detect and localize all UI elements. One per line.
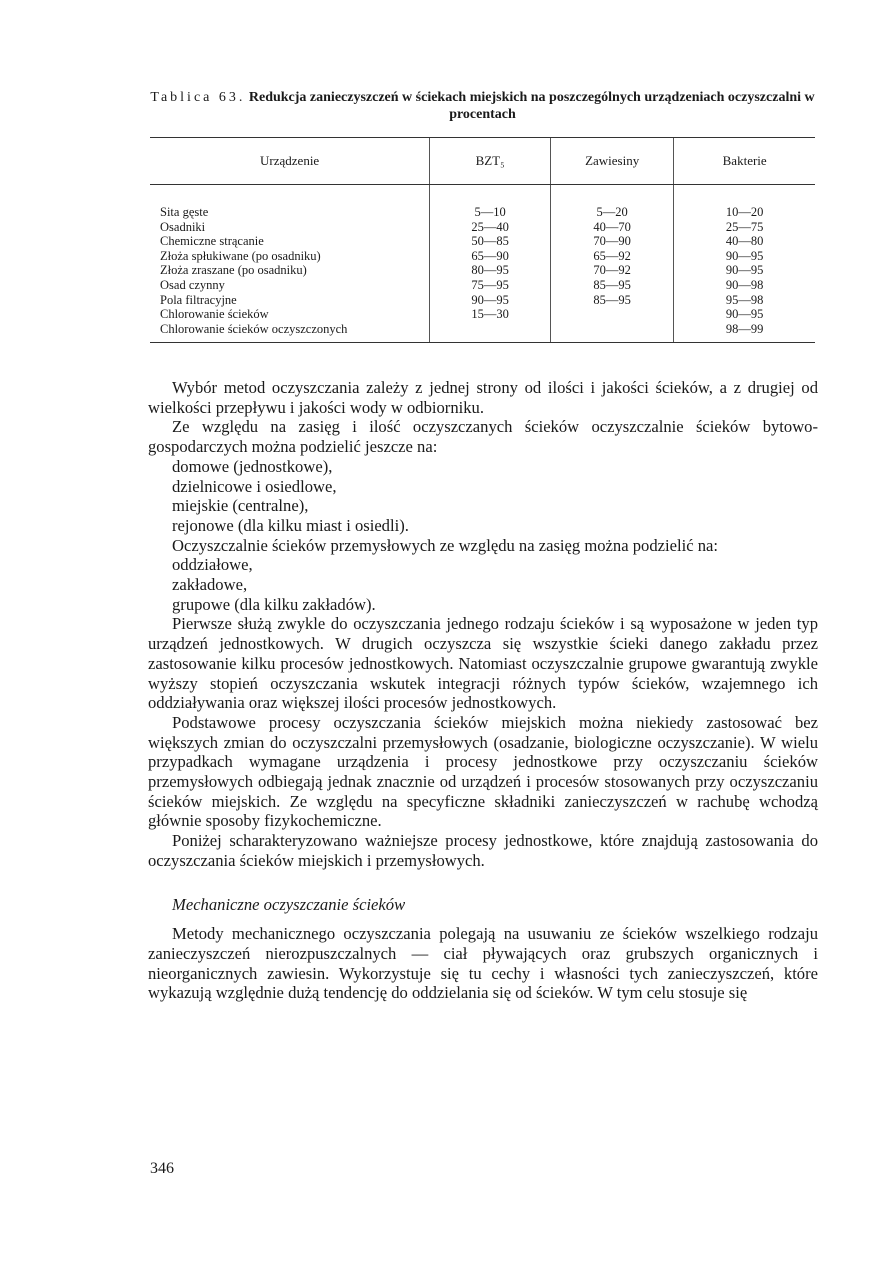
row-bacteria: 90—98 [674,278,815,293]
row-device: Złoża zraszane (po osadniku) [160,263,307,278]
row-bzt5: 80—95 [430,263,551,278]
row-bzt5: 65—90 [430,249,551,264]
row-bacteria: 25—75 [674,220,815,235]
row-device: Chlorowanie ścieków [160,307,269,322]
row-bzt5: 5—10 [430,185,551,220]
table-title: Redukcja zanieczyszczeń w ściekach miejskich na poszczególnych urządzeniach oczyszczalni w procentach [248,90,815,122]
header-bacteria: Bakterie [674,138,815,185]
row-suspended: 65—92 [551,249,674,264]
section-heading: Mechaniczne oczyszczanie ścieków [172,894,406,914]
row-device: Osad czynny [160,277,225,292]
paragraph: Ze względu na zasięg i ilość oczyszczanych ścieków oczyszczalnie ścieków bytowo-gospodarczych można podzielić jeszcze na: [148,417,818,457]
row-bzt5: 15—30 [430,307,551,322]
reduction-table [150,137,815,343]
list-item: rejonowe (dla kilku miast i osiedli). [172,515,409,535]
table-row [150,234,815,249]
table-row [150,307,815,322]
paragraph: Metody mechanicznego oczyszczania polegają na usuwaniu ze ścieków wszelkiego rodzaju zanieczyszczeń nierozpuszczalnych — ciał pływających oraz grubszych organicznych i nieorganicznych zawiesin. Wykorzystuje się tu cechy i własności tych zanieczyszczeń, które wykazują względnie dużą tendencję do oddzielania się od ścieków. W tym celu stosuje się [148,924,818,1003]
row-bacteria: 10—20 [674,185,815,220]
row-suspended [551,322,674,343]
row-device: Sita gęste [160,205,209,219]
table-row [150,263,815,278]
row-bzt5: 90—95 [430,293,551,308]
row-device: Chemiczne strącanie [160,234,264,249]
table-caption [150,89,815,123]
row-suspended: 5—20 [551,185,674,220]
paragraph: Oczyszczalnie ścieków przemysłowych ze względu na zasięg można podzielić na: [172,535,718,555]
paragraph: Pierwsze służą zwykle do oczyszczania jednego rodzaju ścieków i są wyposażone w jeden typ urządzeń jednostkowych. W drugich oczyszcza się wszystkie ścieki danego zakładu przez zastosowanie kilku procesów jednostkowych. Natomiast oczyszczalnie grupowe gwarantują zwykle wyższy stopień oczyszczania wskutek integracji różnych typów ścieków, wzajemnego ich oddziaływania oraz większej ilości procesów jednostkowych. [148,614,818,713]
table-row [150,278,815,293]
table-row [150,185,815,220]
row-suspended: 85—95 [551,278,674,293]
list-item: oddziałowe, [172,555,253,575]
row-bacteria: 95—98 [674,293,815,308]
header-bzt5: BZT₅ [430,138,551,185]
row-bzt5: 75—95 [430,278,551,293]
table-header-row [150,138,815,185]
row-bacteria: 90—95 [674,249,815,264]
row-bacteria: 90—95 [674,263,815,278]
row-bzt5 [430,322,551,343]
list-item: zakładowe, [172,575,248,595]
header-device: Urządzenie [150,138,430,185]
table-row [150,293,815,308]
paragraph: Podstawowe procesy oczyszczania ścieków miejskich można niekiedy zastosować bez większych zmian do oczyszczalni przemysłowych (osadzanie, biologiczne oczyszczanie). W wielu przypadkach wymagane urządzenia i procesy jednostkowe przy oczyszczaniu ścieków przemysłowych odbiegają jednak znacznie od urządzeń i procesów stosowanych przy oczyszczaniu ścieków miejskich. Ze względu na specyficzne składniki zanieczyszczeń w rachubę wchodzą głównie sposoby fizykochemiczne. [148,712,818,831]
row-device: Osadniki [160,219,206,234]
table-row [150,322,815,343]
paragraph: Poniżej scharakteryzowano ważniejsze procesy jednostkowe, które znajdują zastosowania do oczyszczania ścieków miejskich i przemysłowych. [148,831,818,870]
list-item: grupowe (dla kilku zakładów). [172,594,376,614]
row-bacteria: 98—99 [674,322,815,343]
list-item: domowe (jednostkowe), [172,456,333,476]
row-device: Chlorowanie ścieków oczyszczonych [150,322,430,343]
list-item: dzielnicowe i osiedlowe, [172,476,337,496]
table-row [150,220,815,235]
paragraph: Wybór metod oczyszczania zależy z jednej strony od ilości i jakości ścieków, a z drugiej od wielkości przepływu i jakości wody w odbiorniku. [148,378,818,417]
row-bacteria: 90—95 [674,307,815,322]
page-number: 346 [150,1160,174,1177]
row-device: Złoża spłukiwane (po osadniku) [160,248,321,263]
row-suspended [551,307,674,322]
list-item: miejskie (centralne), [172,496,309,516]
row-bacteria: 40—80 [674,234,815,249]
row-suspended: 70—90 [551,234,674,249]
row-bzt5: 25—40 [430,220,551,235]
row-suspended: 40—70 [551,220,674,235]
body-text [148,378,818,1003]
table-label: Tablica 63. [150,90,246,105]
row-suspended: 85—95 [551,293,674,308]
row-bzt5: 50—85 [430,234,551,249]
header-suspended-solids: Zawiesiny [551,138,674,185]
row-device: Pola filtracyjne [160,292,237,307]
row-suspended: 70—92 [551,263,674,278]
table-row [150,249,815,264]
